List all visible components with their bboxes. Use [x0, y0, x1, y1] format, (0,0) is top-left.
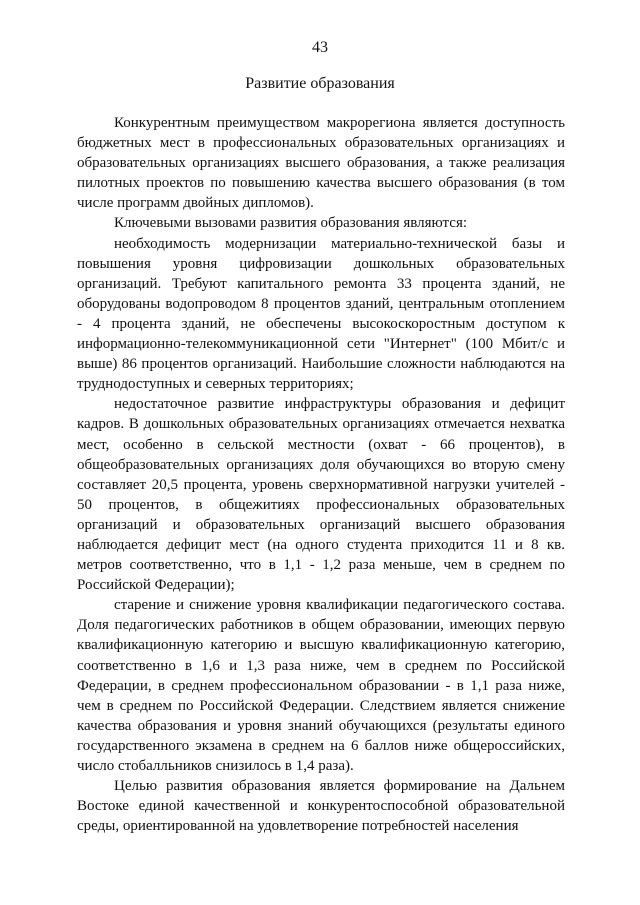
paragraph-challenges-intro: Ключевыми вызовами развития образования являются: — [114, 215, 468, 232]
paragraph-advantage: Конкурентным преимуществом макрорегиона является доступность бюджетных мест в профессиональных образовательных организациях и образовательных организациях высшего образования, а также реализация пилотных проектов по повышению качества высшего образования (в том числе программ двойных дипломов). — [77, 115, 565, 212]
paragraph-goal: Целью развития образования является формирование на Дальнем Востоке единой качественной и конкурентоспособной образовательной среды, ориентированной на удовлетворение потребностей населения — [77, 778, 565, 835]
section-heading: Развитие образования — [245, 75, 395, 92]
paragraph-infrastructure: недостаточное развитие инфраструктуры образования и дефицит кадров. В дошкольных образовательных организациях отмечается нехватка мест, особенно в сельской местности (охват - 66 процентов), в общеобразовательных организациях доля обучающихся во вторую смену составляет 20,5 процента, уровень сверхнормативной нагрузки учителей - 50 процентов, в общежитиях профессиональных образовательных организаций и образовательных организаций высшего образования наблюдается дефицит мест (на одного студента приходится 11 и 8 кв. метров соответственно, что в 1,1 - 1,2 раза меньше, чем в среднем по Российской Федерации); — [77, 396, 565, 594]
paragraph-modernization: необходимость модернизации материально-технической базы и повышения уровня цифровизации дошкольных образовательных организаций. Требуют капитального ремонта 33 процента зданий, не оборудованы водопроводом 8 процентов зданий, центральным отоплением - 4 процента зданий, не обеспечены высокоскоростным доступом к информационно-телекоммуникационной сети "Интернет" (100 Мбит/с и выше) 86 процентов организаций. Наибольшие сложности наблюдаются на труднодоступных и северных территориях; — [77, 235, 565, 393]
page-number: 43 — [312, 39, 328, 56]
paragraph-staff-aging: старение и снижение уровня квалификации педагогического состава. Доля педагогических работников в общем образовании, имеющих первую квалификационную категорию и высшую квалификационную категорию, соответственно в 1,6 и 1,3 раза ниже, чем в среднем по Российской Федерации, в среднем профессиональном образовании - в 1,1 раза ниже, чем в среднем по Российской Федерации. Следствием является снижение качества образования и уровня знаний обучающихся (результаты единого государственного экзамена в среднем на 6 баллов ниже общероссийских, число стобалльников снизилось в 1,4 раза). — [77, 597, 565, 774]
document-body — [77, 113, 565, 836]
